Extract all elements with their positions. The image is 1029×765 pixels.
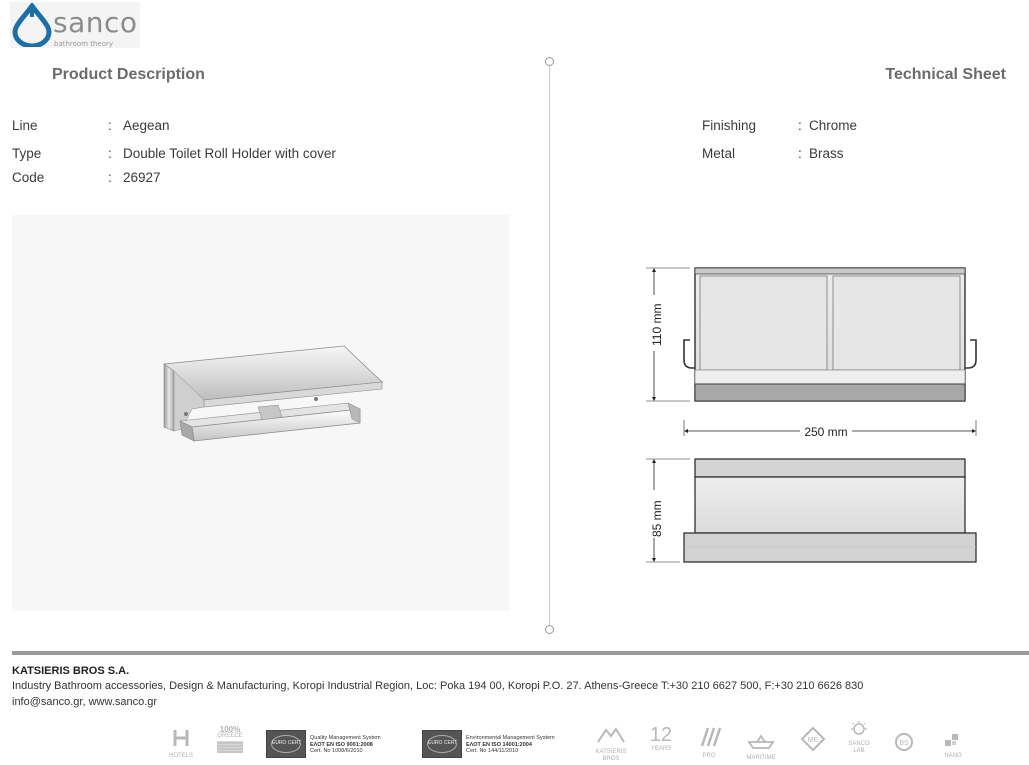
iso-9001-cert-no: Cert. No 1008/6/2010 [310, 748, 363, 754]
mountains-icon [596, 726, 626, 744]
maritime-badge [742, 718, 780, 762]
lightbulb-icon [849, 720, 869, 736]
dimension-drawing [630, 250, 990, 580]
greece-label: GREECE [217, 733, 243, 739]
hotels-label: HOTELS [168, 753, 193, 759]
years-number: 12 [649, 724, 673, 746]
iso-14001-text [466, 735, 555, 755]
spec-label: Metal [702, 146, 736, 161]
iso-14001-title: Environmental Management System [466, 735, 555, 741]
height-85-label: 85 mm [650, 500, 664, 537]
product-image [12, 215, 509, 611]
technical-sheet-heading: Technical Sheet [885, 66, 1006, 83]
spec-label: Line [12, 118, 38, 133]
spec-value: Aegean [123, 118, 170, 133]
me-label: ME [807, 737, 819, 744]
divider-bottom-dot [545, 625, 554, 634]
katsieris-label: KATSIERIS BROS [595, 749, 627, 762]
company-contact[interactable]: info@sanco.gr, www.sanco.gr [12, 696, 158, 708]
years-label: YEARS [650, 746, 672, 752]
spec-value: Brass [809, 146, 844, 161]
years-badge [646, 718, 676, 762]
eurocert-label: EURO CERT [428, 740, 458, 746]
bs-label: BS [899, 740, 909, 747]
ship-icon [747, 734, 775, 750]
spec-colon: : [798, 146, 802, 161]
spec-label: Type [12, 146, 42, 161]
greece-percent: 100% [219, 725, 241, 734]
eurocert-logo-icon [422, 730, 462, 758]
product-description-heading: Product Description [52, 66, 205, 83]
nano-blocks-icon [943, 730, 963, 748]
iso-9001-title: Quality Management System [310, 735, 381, 741]
company-name: KATSIERIS BROS S.A. [12, 665, 130, 677]
certification-strip [160, 718, 980, 762]
center-divider [549, 62, 550, 628]
spec-colon: : [108, 146, 112, 161]
sanco-lab-badge [844, 718, 874, 762]
eurocert-label: EURO CERT [272, 740, 302, 746]
iso-9001-text [310, 735, 381, 755]
spec-label: Code [12, 170, 45, 185]
brand-tagline: bathroom theory [54, 40, 114, 48]
pro-stripes-icon [696, 726, 722, 748]
spec-colon: : [108, 118, 112, 133]
spec-label: Finishing [702, 118, 757, 133]
diamond-icon [800, 726, 826, 752]
iso-14001-badge [422, 718, 582, 762]
nano-label: NANO [944, 753, 962, 759]
pro-badge [694, 718, 724, 762]
height-110-label: 110 mm [650, 303, 664, 346]
greece-badge [214, 718, 246, 762]
katsieris-badge [592, 718, 630, 762]
nano-badge [936, 718, 970, 762]
spec-colon: : [108, 170, 112, 185]
iso-9001-badge [266, 718, 416, 762]
divider-top-dot [545, 57, 554, 66]
iso-9001-standard: ΕΛΟΤ EN ISO 9001:2008 [310, 741, 373, 748]
iso-14001-cert-no: Cert. No 144/11/2010 [466, 748, 519, 754]
spec-value: 26927 [123, 170, 161, 185]
width-250-label: 250 mm [804, 425, 848, 439]
eurocert-logo-icon [266, 730, 306, 758]
hotels-badge [168, 718, 194, 762]
iso-14001-standard: ΕΛΟΤ EN ISO 14001:2004 [466, 741, 532, 748]
greek-flag-icon [217, 741, 243, 753]
sanco-lab-label: SANCO LAB [848, 741, 870, 754]
spec-value: Chrome [809, 118, 858, 133]
company-address: Industry Bathroom accessories, Design & Manufacturing, Koropi Industrial Region, Loc: Poka 194 00, Koropi P.O. 27. Athens-Greece T:+30 210 6627 500, F:+30 210 6626 830 [12, 680, 864, 692]
sanco-logo[interactable] [10, 2, 140, 48]
technical-drawing [630, 250, 990, 584]
me-badge [798, 718, 828, 762]
spec-colon: : [798, 118, 802, 133]
hotel-icon [171, 728, 191, 748]
maritime-label: MARITIME [746, 755, 776, 761]
bs-circle-icon [894, 732, 914, 752]
pro-label: PRO [702, 753, 716, 759]
toilet-roll-holder-illustration [12, 215, 509, 611]
bs-badge [890, 718, 918, 762]
spec-value: Double Toilet Roll Holder with cover [123, 146, 336, 161]
footer-divider [12, 651, 1029, 655]
water-drop-logo-icon [12, 3, 52, 47]
brand-name: sanco [53, 6, 138, 39]
